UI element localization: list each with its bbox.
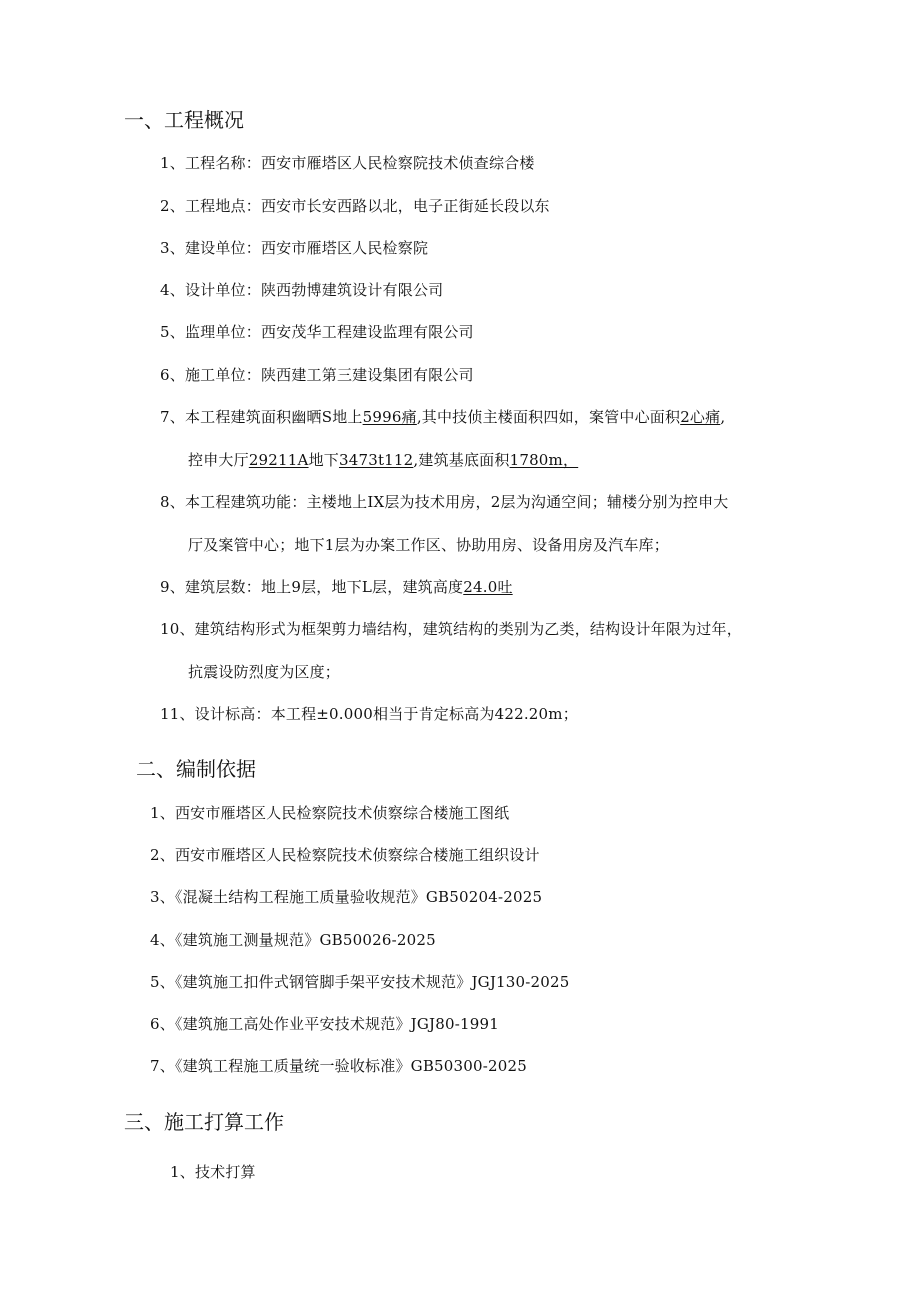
design-unit: 4、设计单位：陕西勃博建筑设计有限公司	[160, 281, 444, 299]
area-text-e: ,	[720, 408, 726, 426]
building-function-line-1: 8、本工程建筑功能：主楼地上IX层为技术用房，2层为沟通空间；辅楼分别为控申大	[160, 493, 729, 511]
area-value-hall: 29211A	[248, 451, 309, 469]
area-text-j: ,建筑基底面积	[413, 451, 510, 469]
building-function-line-2: 厅及案管中心；地下1层为办案工作区、协助用房、设备用房及汽车库；	[188, 536, 669, 554]
area-value-underground: 3473t112	[338, 451, 414, 469]
floors-text: 9、建筑层数：地上9层，地下L层，建筑高度	[160, 578, 464, 596]
building-area-line-1	[160, 406, 725, 427]
basis-item-5: 5、《建筑施工扣件式钢管脚手架平安技术规范》JGJ130-2025	[150, 973, 570, 991]
design-elevation: 11、设计标高：本工程±0.000相当于肯定标高为422.20m；	[160, 705, 578, 723]
structure-line-1: 10、建筑结构形式为框架剪力墙结构，建筑结构的类别为乙类，结构设计年限为过年，	[160, 620, 742, 638]
building-height-value: 24.0吐	[463, 578, 513, 596]
construction-unit: 3、建设单位：西安市雁塔区人民检察院	[160, 239, 429, 257]
supervision-unit: 5、监理单位：西安茂华工程建设监理有限公司	[160, 323, 474, 341]
basis-item-6: 6、《建筑施工高处作业平安技术规范》JGJ80-1991	[150, 1015, 499, 1033]
building-floors	[160, 576, 513, 597]
structure-line-2: 抗震设防烈度为区度；	[188, 663, 341, 681]
area-value-case-center: 2心痛	[680, 408, 721, 426]
area-text-c: ,其中技侦主楼面积四如，案管中心面积	[416, 408, 681, 426]
prep-item-1: 1、技术打算	[170, 1163, 256, 1181]
contractor-unit: 6、施工单位：陕西建工第三建设集团有限公司	[160, 366, 474, 384]
building-area-line-2	[188, 449, 578, 470]
area-text-h: 地下	[308, 451, 339, 469]
section-2-heading: 二、编制依据	[136, 757, 256, 781]
basis-item-4: 4、《建筑施工测量规范》GB50026-2025	[150, 931, 436, 949]
area-value-footprint: 1780m，	[509, 451, 579, 469]
area-text-f: 控申大厅	[188, 451, 249, 469]
section-3-heading: 三、施工打算工作	[124, 1110, 284, 1134]
basis-item-3: 3、《混凝土结构工程施工质量验收规范》GB50204-2025	[150, 888, 543, 906]
section-1-heading: 一、工程概况	[124, 108, 244, 132]
basis-item-7: 7、《建筑工程施工质量统一验收标准》GB50300-2025	[150, 1057, 528, 1075]
area-text-a: 7、本工程建筑面积幽晒S地上	[160, 408, 363, 426]
area-value-above-ground: 5996痛	[362, 408, 417, 426]
project-location: 2、工程地点：西安市长安西路以北，电子正街延长段以东	[160, 197, 550, 215]
basis-item-1: 1、西安市雁塔区人民检察院技术侦察综合楼施工图纸	[150, 804, 510, 822]
basis-item-2: 2、西安市雁塔区人民检察院技术侦察综合楼施工组织设计	[150, 846, 540, 864]
project-name: 1、工程名称：西安市雁塔区人民检察院技术侦查综合楼	[160, 154, 535, 172]
